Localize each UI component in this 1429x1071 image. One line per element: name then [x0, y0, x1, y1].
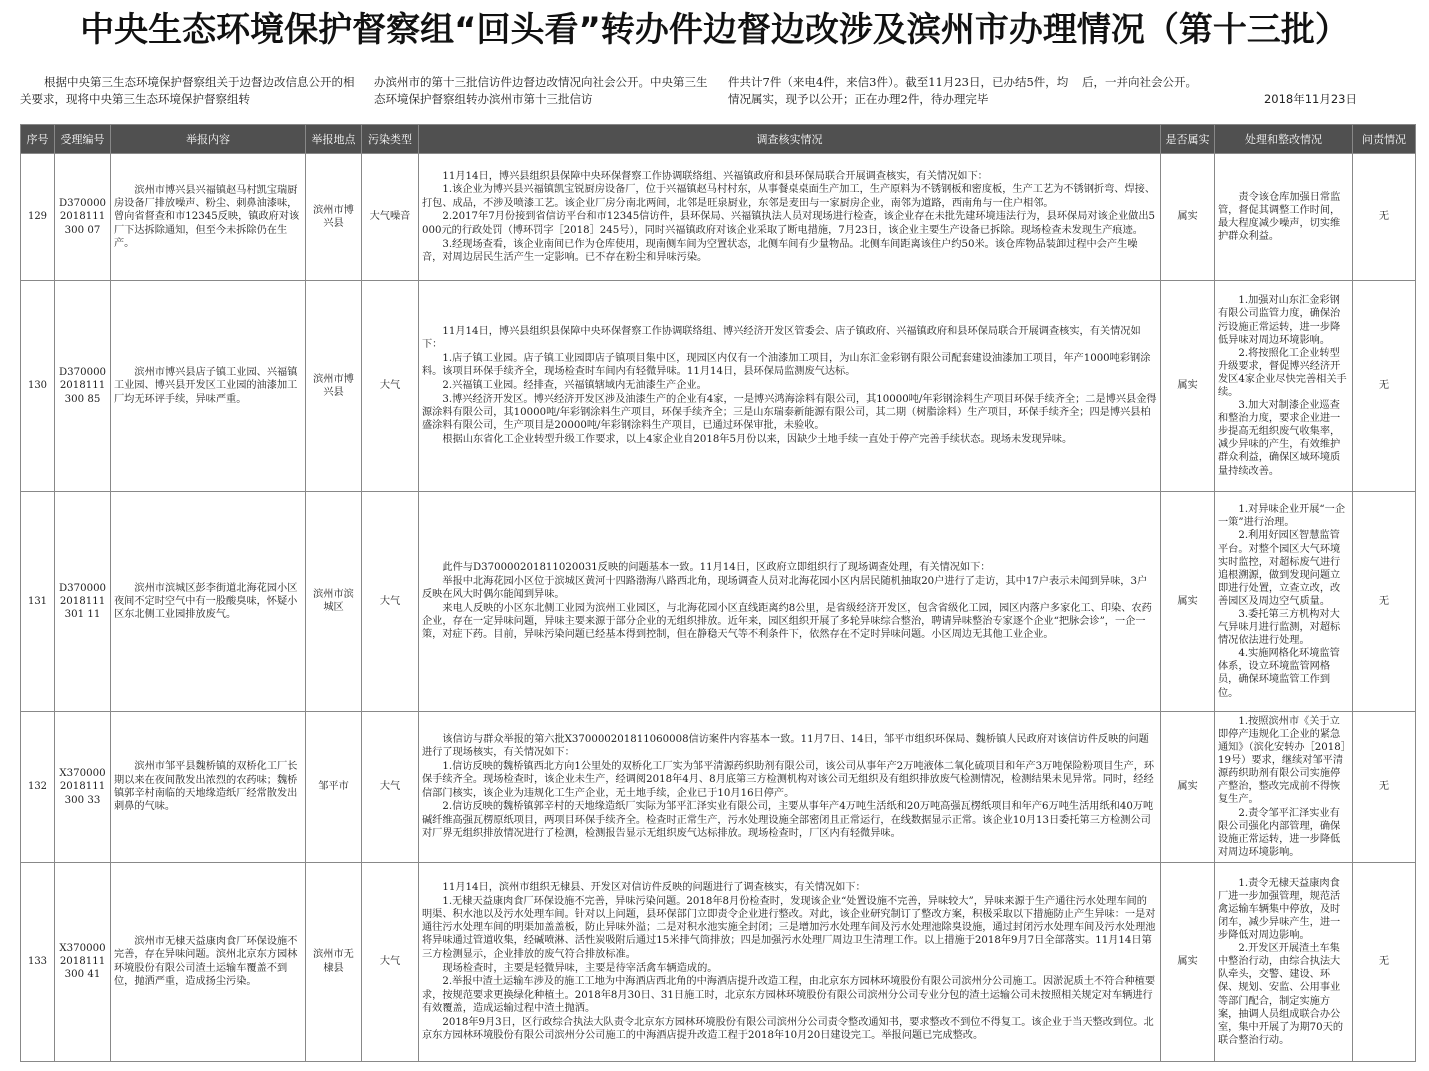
cell-accountability: 无 [1353, 281, 1416, 491]
cell-verified: 属实 [1161, 712, 1215, 862]
cell-id: D3700002018111300 85 [55, 281, 111, 491]
cell-investigation [419, 862, 1161, 1061]
cell-handling-paragraph: 1.对异味企业开展“一企一策”进行治理。 [1218, 504, 1346, 529]
header-accountability: 问责情况 [1353, 125, 1416, 154]
page-title: 中央生态环境保护督察组“回头看”转办件边督边改涉及滨州市办理情况（第十三批） [80, 10, 1349, 50]
cell-investigation-paragraph: 2.2017年7月份接到省信访平台和市12345信访件，县环保局、兴福镇执法人员对现场进行检查，该企业存在未批先建环境违法行为，县环保局对该企业做出5000元的行政处罚（博环罚字［2018］245号），同时兴福镇政府对该企业采取了断电措施，7月23日，该企业主要生产设备已拆除。现场检查未发现生产痕迹。 [422, 211, 1156, 236]
cell-investigation-paragraph: 现场检查时，主要是轻微异味，主要是待宰活禽车辆造成的。 [442, 962, 718, 974]
cell-content: 滨州市无棣天益康肉食厂环保设施不完善，存在异味问题。滨州北京东方园林环境股份有限公司渣土运输车覆盖不到位，抛洒严重，造成扬尘污染。 [111, 862, 306, 1061]
cell-seq: 132 [21, 712, 55, 862]
cell-accountability: 无 [1353, 154, 1416, 281]
cell-content: 滨州市博兴县店子镇工业园、兴福镇工业园、博兴县开发区工业园的油漆加工厂均无环评手续，异味严重。 [111, 281, 306, 491]
cell-id: D3700002018111300 07 [55, 154, 111, 281]
cell-location: 滨州市博兴县 [306, 154, 362, 281]
cell-investigation-paragraph: 2018年9月3日，区行政综合执法大队责令北京东方园林环境股份有限公司滨州分公司责令整改通知书，要求整改不到位不得复工。该企业于当天整改到位。北京东方园林环境股份有限公司滨州分公司施工的中海酒店提升改造工程于2018年10月20日建设完工。举报问题已完成整改。 [422, 1016, 1154, 1041]
header-investigation: 调查核实情况 [419, 125, 1161, 154]
cell-content: 滨州市邹平县魏桥镇的双桥化工厂长期以来在夜间散发出浓烈的农药味；魏桥镇郭辛村南临的天地缘造纸厂经常散发出刺鼻的气味。 [111, 712, 306, 862]
table-header-row [21, 125, 1416, 154]
cell-id: X3700002018111300 41 [55, 862, 111, 1061]
publish-date: 2018年11月23日 [1263, 92, 1357, 106]
cell-investigation-paragraph: 来电人反映的小区东北侧工业园为滨州工业园区，与北海花园小区直线距离约8公里，是省级经济开发区，包含省级化工园，园区内落户多家化工、印染、农药企业，存在一定异味问题，异味主要来源于部分企业的无组织排放。近年来，园区组织开展了多轮异味综合整治，聘请异味整治专家逐个企业“把脉会诊”，一企一策，对症下药。目前，异味污染问题已经基本得到控制，但在静稳天气等不利条件下，依然存在不定时异味问题。小区周边无其他工业企业。 [422, 602, 1152, 641]
cell-id: D3700002018111301 11 [55, 491, 111, 711]
table-row [21, 712, 1416, 862]
cell-investigation-paragraph: 1.该企业为博兴县兴福镇凯宝锐厨房设备厂，位于兴福镇赵马村村东，从事餐桌桌面生产加工，生产原料为不锈钢板和密度板，生产工艺为不锈钢折弯、焊接、打包、成品，不涉及喷漆工艺。该企业厂房分南北两间，北邻是旺泉厨业，东邻是麦田与一家厨房企业，南邻为道路，西南角与一住户相邻。 [422, 184, 1156, 209]
cell-handling-paragraph: 责令该仓库加强日常监管，督促其调整工作时间，最大程度减少噪声，切实维护群众利益。 [1218, 191, 1341, 243]
header-location: 举报地点 [306, 125, 362, 154]
cell-id: X3700002018111300 33 [55, 712, 111, 862]
cases-table [20, 124, 1416, 1062]
cell-location: 滨州市无棣县 [306, 862, 362, 1061]
cell-seq: 131 [21, 491, 55, 711]
cell-type: 大气 [362, 281, 419, 491]
cell-investigation-paragraph: 3.博兴经济开发区。博兴经济开发区涉及油漆生产的企业有4家，一是博兴鸿海涂料有限公司，其10000吨/年彩钢涂料生产项目环保手续齐全；二是博兴县金得源涂料有限公司，其10000吨/年彩钢涂料生产项目，环保手续齐全；三是山东瑞泰新能源有限公司，其二期（树脂涂料）生产项目，环保手续齐全；四是博兴县柏盛涂料有限公司，生产项目是20000吨/年彩钢涂料生产项目，已通过环保审批，未验收。 [422, 393, 1157, 432]
header-type: 污染类型 [362, 125, 419, 154]
cell-investigation-paragraph: 11月14日，滨州市组织无棣县、开发区对信访件反映的问题进行了调查核实，有关情况如下： [442, 881, 866, 893]
cell-seq: 129 [21, 154, 55, 281]
cell-location: 滨州市博兴县 [306, 281, 362, 491]
cell-handling-paragraph: 2.将按照化工企业转型升级要求，督促博兴经济开发区4家企业尽快完善相关手续。 [1218, 347, 1347, 398]
cell-type: 大气噪音 [362, 154, 419, 281]
cell-investigation-paragraph: 此件与D370000201811020031反映的问题基本一致。11月14日，区政府立即组织行了现场调查处理，有关情况如下： [442, 561, 991, 573]
cell-accountability: 无 [1353, 862, 1416, 1061]
cell-type: 大气 [362, 862, 419, 1061]
header-handling: 处理和整改情况 [1215, 125, 1353, 154]
intro-column-3: 件共计7件（来电4件，来信3件）。截至11月23日，已办结5件，均情况属实，现予以公开；正在办理2件，待办理完毕 [728, 75, 1069, 106]
intro-column-1: 根据中央第三生态环境保护督察组关于边督边改信息公开的相关要求，现将中央第三生态环境保护督察组转 [20, 75, 355, 106]
cell-location: 邹平市 [306, 712, 362, 862]
cell-seq: 133 [21, 862, 55, 1061]
cell-investigation-paragraph: 该信访与群众举报的第六批X370000201811060008信访案件内容基本一致。11月7日、14日，邹平市组织环保局、魏桥镇人民政府对该信访件反映的问题进行了现场核实，有关情况如下： [422, 733, 1149, 759]
header-content: 举报内容 [111, 125, 306, 154]
cell-investigation-paragraph: 1.信访反映的魏桥镇西北方向1公里处的双桥化工厂实为邹平清源药织助剂有限公司，该公司从事年产2万吨液体二氧化硫项目和年产3万吨保险粉项目生产，环保手续齐全。现场检查时，该企业未生产，经调阅2018年4月、8月底第三方检测机构对该公司无组织及有组织排放废气检测情况，检测结果未见异常。同时，经经信部门核实，该企业为违规化工生产企业，无土地手续，企业已于10月16日停产。 [422, 761, 1155, 799]
cell-investigation-paragraph: 11月14日，博兴县组织县保障中央环保督察工作协调联络组、博兴经济开发区管委会、店子镇政府、兴福镇政府和县环保局联合开展调查核实，有关情况如下： [422, 325, 1141, 351]
cell-handling-paragraph: 1.加强对山东汇金彩钢有限公司监管力度，确保治污设施正常运转，进一步降低异味对周边环境影响。 [1218, 295, 1341, 346]
header-verified: 是否属实 [1161, 125, 1215, 154]
cell-investigation-paragraph: 举报中北海花园小区位于滨城区黄河十四路渤海八路西北角，现场调查人员对北海花园小区内居民随机抽取20户进行了走访，其中17户表示未闻到异味，3户反映在风大时偶尔能闻到异味。 [422, 575, 1148, 600]
cell-type: 大气 [362, 712, 419, 862]
cell-handling [1215, 154, 1353, 281]
cell-investigation-paragraph: 11月14日，博兴县组织县保障中央环保督察工作协调联络组、兴福镇政府和县环保局联合开展调查核实，有关情况如下： [442, 170, 988, 182]
cell-verified: 属实 [1161, 862, 1215, 1061]
header-id: 受理编号 [55, 125, 111, 154]
cell-handling-paragraph: 2.责令邹平汇泽实业有限公司强化内部管理，确保设施正常运转，进一步降低对周边环境影响。 [1218, 807, 1341, 858]
cell-accountability: 无 [1353, 712, 1416, 862]
cell-handling [1215, 281, 1353, 491]
cell-investigation-paragraph: 2.信访反映的魏桥镇郭辛村的天地缘造纸厂实际为邹平汇泽实业有限公司，主要从事年产4万吨生活纸和20万吨高强瓦楞纸项目和年产6万吨生活用纸和40万吨碱纤维高强瓦楞原纸项目，两项目环保手续齐全。检查时正常生产，污水处理设施全部密闭且正常运行，在线数据显示正常。该企业10月13日委托第三方检测公司对厂界无组织排放情况进行了检测，检测报告显示无组织废气达标排放。现场检查时，厂区内有轻微异味。 [422, 801, 1154, 839]
cell-investigation [419, 154, 1161, 281]
table-row [21, 862, 1416, 1061]
cell-handling-paragraph: 4.实施网格化环境监管体系，设立环境监管网格员，确保环境监管工作到位。 [1218, 648, 1340, 699]
cell-handling-paragraph: 2.开发区开展渣土车集中整治行动，由综合执法大队牵头，交警、建设、环保、规划、安监、公用事业等部门配合，制定实施方案，抽调人员组成联合办公室，集中开展了为期70天的联合整治行动。 [1218, 943, 1344, 1046]
cell-type: 大气 [362, 491, 419, 711]
cell-investigation-paragraph: 2.举报中渣土运输车涉及的施工工地为中海酒店西北角的中海酒店提升改造工程，由北京东方园林环境股份有限公司滨州分公司施工。因淤泥质土不符合种植要求，按规范要求更换绿化种植土。2018年8月30日、31日施工时，北京东方园林环境股份有限公司滨州分公司专业分包的渣土运输公司未按照相关规定对车辆进行有效覆盖，造成运输过程中渣土抛洒。 [422, 976, 1156, 1014]
table-row [21, 491, 1416, 711]
cell-content: 滨州市博兴县兴福镇赵马村凯宝瑞厨房设备厂排放噪声、粉尘、刺鼻油漆味，曾向省督查和市12345反映，镇政府对该厂下达拆除通知，但至今未拆除仍在生产。 [111, 154, 306, 281]
cell-verified: 属实 [1161, 491, 1215, 711]
cell-handling-paragraph: 1.按照滨州市《关于立即停产违规化工企业的紧急通知》（滨化安转办［2018］19号）要求，继续对邹平清源药织助剂有限公司实施停产整治，整改完成前不得恢复生产。 [1218, 715, 1346, 806]
cell-content: 滨州市滨城区彭李街道北海花园小区夜间不定时空气中有一股酸臭味，怀疑小区东北侧工业园排放废气。 [111, 491, 306, 711]
cell-investigation-paragraph: 1.无棣天益康肉食厂环保设施不完善，异味污染问题。2018年8月份检查时，发现该企业“处置设施不完善，异味较大”，异味来源于生产通往污水处理车间的明渠、积水池以及污水处理车间。针对以上问题，县环保部门立即责令企业进行整改。对此，该企业研究制订了整改方案，积极采取以下措施防止产生异味：一是对通往污水处理车间的明渠加盖盖板，防止异味外溢；二是对积水池实施全封闭；三是增加污水处理车间及污水处理池除臭设施，通过封闭污水处理车间及污水处理池将异味通过管道收集，经碱喷淋、活性炭吸附后通过15米排气筒排放；四是加强污水处理厂周边卫生清理工作。以上措施于2018年9月7日全部落实。11月14日第三方检测显示，企业排放的废气符合排放标准。 [422, 895, 1156, 960]
cell-accountability: 无 [1353, 491, 1416, 711]
cell-verified: 属实 [1161, 281, 1215, 491]
cell-investigation [419, 491, 1161, 711]
cell-investigation-paragraph: 1.店子镇工业园。店子镇工业园即店子镇项目集中区，现园区内仅有一个油漆加工项目，为山东汇金彩钢有限公司配套建设油漆加工项目，年产1000吨彩钢涂料。该项目环保手续齐全，现场检查时车间内有轻微异味。11月14日，县环保局监测废气达标。 [422, 353, 1151, 378]
cell-investigation-paragraph: 2.兴福镇工业园。经排查，兴福镇辖域内无油漆生产企业。 [442, 380, 707, 392]
cell-location: 滨州市滨城区 [306, 491, 362, 711]
header-seq: 序号 [21, 125, 55, 154]
cell-investigation [419, 712, 1161, 862]
table-row [21, 281, 1416, 491]
cell-verified: 属实 [1161, 154, 1215, 281]
cell-handling-paragraph: 2.利用好园区智慧监管平台。对整个园区大气环境实时监控，对超标废气进行追根溯源，做到发现问题立即进行处置，立查立改，改善园区及周边空气质量。 [1218, 530, 1341, 607]
cell-handling-paragraph: 3.加大对制漆企业巡查和整治力度，要求企业进一步提高无组织废气收集率，减少异味的产生，有效维护群众利益，确保区域环境质量持续改善。 [1218, 400, 1341, 477]
table-row [21, 154, 1416, 281]
cell-handling-paragraph: 3.委托第三方机构对大气异味月进行监测，对超标情况依法进行处理。 [1218, 609, 1341, 647]
intro-column-2: 办滨州市的第十三批信访件边督边改情况向社会公开。中央第三生态环境保护督察组转办滨州市第十三批信访 [374, 75, 708, 106]
cell-handling [1215, 491, 1353, 711]
cell-investigation-paragraph: 3.经现场查看，该企业南间已作为仓库使用，现南侧车间为空置状态，北侧车间有少量物品。北侧车间距离该住户约50米。该仓库物品装卸过程中会产生噪音，对周边居民生活产生一定影响。已不存在粉尘和异味污染。 [422, 238, 1138, 263]
cell-seq: 130 [21, 281, 55, 491]
cell-handling [1215, 712, 1353, 862]
cell-investigation-paragraph: 根据山东省化工企业转型升级工作要求，以上4家企业自2018年5月份以来，因缺少土地手续一直处于停产完善手续状态。现场未发现异味。 [442, 434, 1073, 446]
cell-handling [1215, 862, 1353, 1061]
cell-investigation [419, 281, 1161, 491]
intro-column-4: 后，一并向社会公开。 [1082, 75, 1197, 89]
cell-handling-paragraph: 1.责令无棣天益康肉食厂进一步加强管理，规范活禽运输车辆集中停放，及时闭车，减少异味产生，进一步降低对周边影响。 [1218, 877, 1341, 942]
